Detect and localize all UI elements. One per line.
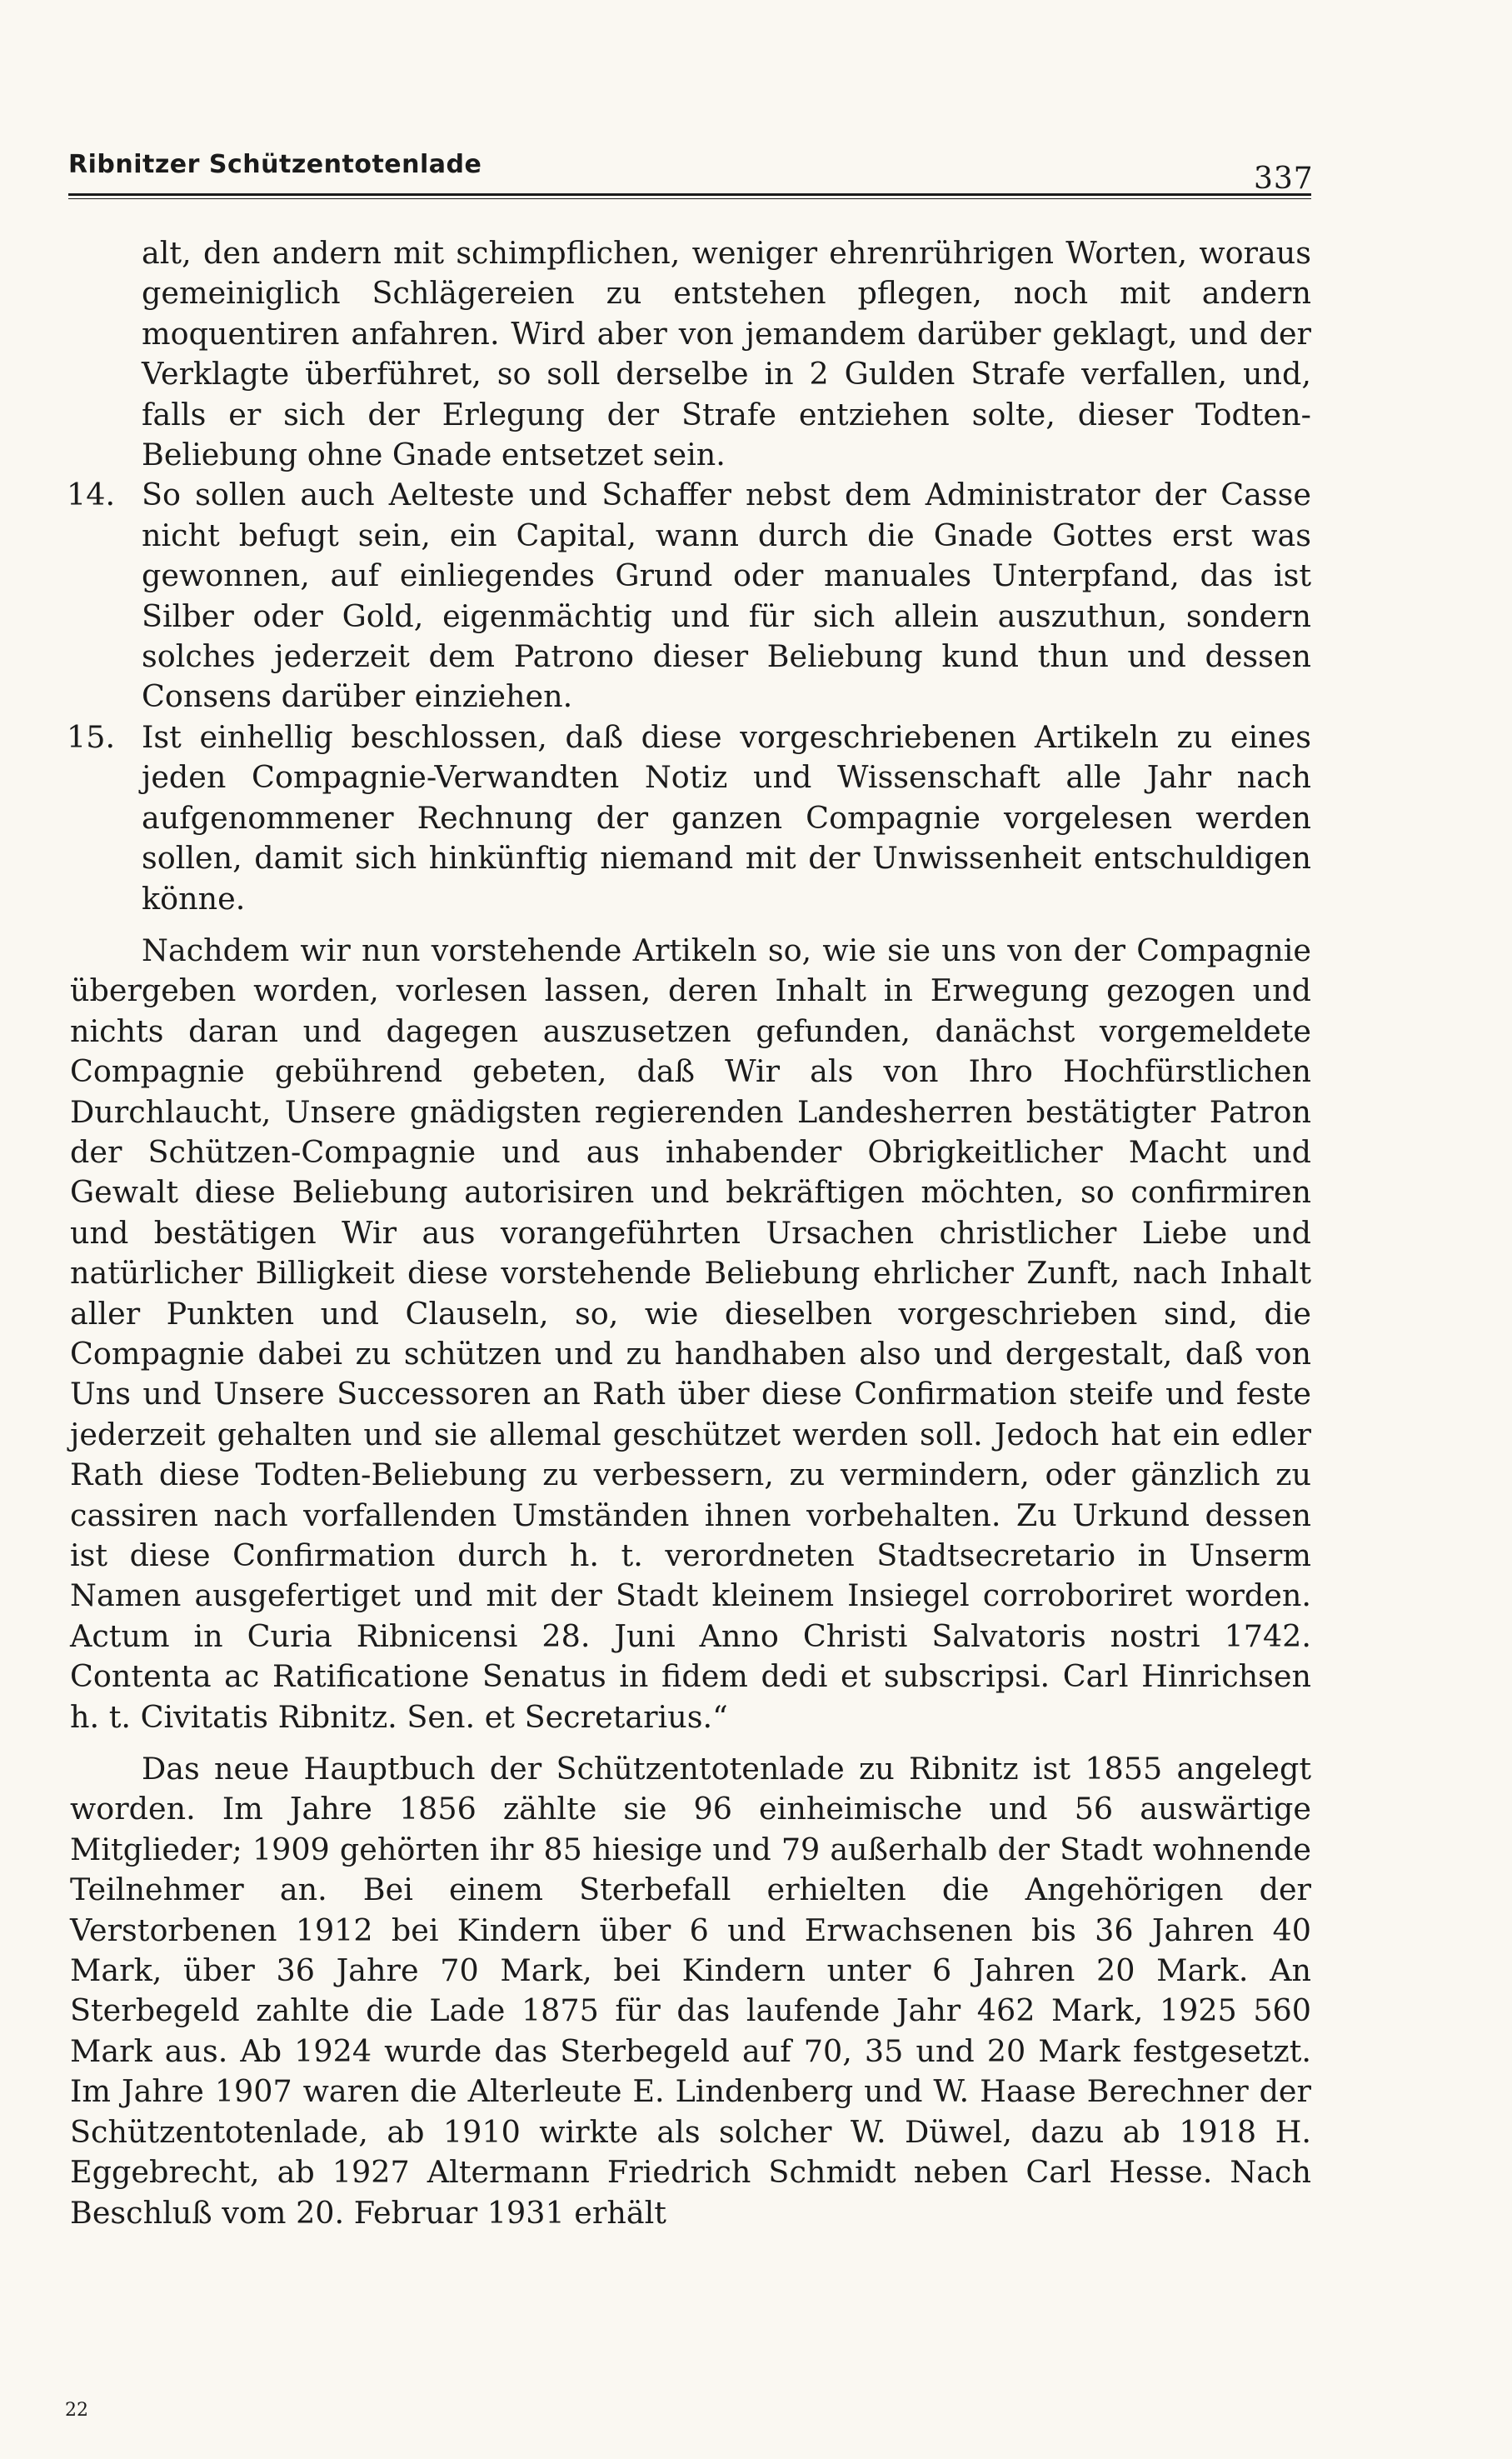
article-number: 14. xyxy=(67,477,116,513)
continued-article-text: alt, den andern mit schimpflichen, weniger ehrenrührigen Worten, woraus gemeiniglich Schlägereien zu entstehen pflegen, noch mit andern moquentiren anfahren. Wird aber von jemandem darüber geklagt, und der Verklagte überführet, so soll derselbe in 2 Gulden Strafe verfallen, und, falls er sich der Erlegung der Strafe entziehen solte, dieser Todten-Beliebung ohne Gnade entsetzet sein. xyxy=(142,235,1311,473)
article-14 xyxy=(67,475,1311,717)
header-rule xyxy=(68,193,1311,199)
body-text xyxy=(67,233,1311,2233)
article-text: Ist einhellig beschlossen, daß diese vorgeschriebenen Artikeln zu eines jeden Compagnie-Verwandten Notiz und Wissenschaft alle Jahr nach aufgenommener Rechnung der ganzen Compagnie vorgelesen werden sollen, damit sich hinkünftig niemand mit der Unwissenheit entschuldigen könne. xyxy=(142,718,1311,917)
article-15 xyxy=(67,717,1311,919)
page-number: 337 xyxy=(1254,162,1314,196)
confirmation-paragraph: Nachdem wir nun vorstehende Artikeln so, wie sie uns von der Compagnie übergeben worden, vorlesen lassen, deren Inhalt in Erwegung gezogen und nichts daran und dagegen auszusetzen gefunden, danächst vorgemeldete Compagnie gebührend gebeten, daß Wir als von Ihro Hochfürstlichen Durchlaucht, Unsere gnädigsten regierenden Landesherren bestätigter Patron der Schützen-Compagnie und aus inhabender Obrigkeitlicher Macht und Gewalt diese Beliebung autorisiren und bekräftigen möchten, so confirmiren und bestätigen Wir aus vorangeführten Ursachen christlicher Liebe und natürlicher Billigkeit diese vorstehende Beliebung ehrlicher Zunft, nach Inhalt aller Punkten und Clauseln, so, wie dieselben vorgeschrieben sind, die Compagnie dabei zu schützen und zu handhaben also und dergestalt, daß von Uns und Unsere Successoren an Rath über diese Confirmation steife und feste jederzeit gehalten und sie allemal geschützet werden soll. Jedoch hat ein edler Rath diese Todten-Beliebung zu verbessern, zu vermindern, oder gänzlich zu cassiren nach vorfallenden Umständen ihnen vorbehalten. Zu Urkund dessen ist diese Confirmation durch h. t. verordneten Stadtsecretario in Unserm Namen ausgefertiget und mit der Stadt kleinem Insiegel corroboriret worden. Actum in Curia Ribnicensi 28. Juni Anno Christi Salvatoris nostri 1742. Contenta ac Ratificatione Senatus in fidem dedi et subscripsi. Carl Hinrichsen h. t. Civitatis Ribnitz. Sen. et Secretarius.“ xyxy=(70,932,1311,1735)
running-head: Ribnitzer Schützentotenlade xyxy=(68,150,482,179)
history-paragraph: Das neue Hauptbuch der Schützentotenlade zu Ribnitz ist 1855 angelegt worden. Im Jahre 1856 zählte sie 96 einheimische und 56 auswärtige Mitglieder; 1909 gehörten ihr 85 hiesige und 79 außerhalb der Stadt wohnende Teilnehmer an. Bei einem Sterbefall erhielten die Angehörigen der Verstorbenen 1912 bei Kindern über 6 und Erwachsenen bis 36 Jahren 40 Mark, über 36 Jahre 70 Mark, bei Kindern unter 6 Jahren 20 Mark. An Sterbegeld zahlte die Lade 1875 für das laufende Jahr 462 Mark, 1925 560 Mark aus. Ab 1924 wurde das Sterbegeld auf 70, 35 und 20 Mark festgesetzt. Im Jahre 1907 waren die Alterleute E. Lindenberg und W. Haase Berechner der Schützentotenlade, ab 1910 wirkte als solcher W. Düwel, dazu ab 1918 H. Eggebrecht, ab 1927 Altermann Friedrich Schmidt neben Carl Hesse. Nach Beschluß vom 20. Februar 1931 erhält xyxy=(70,1751,1311,2231)
article-number: 15. xyxy=(67,718,116,755)
article-text: So sollen auch Aelteste und Schaffer nebst dem Administrator der Casse nicht befugt sein, ein Capital, wann durch die Gnade Gottes erst was gewonnen, auf einliegendes Grund oder manuales Unterpfand, das ist Silber oder Gold, eigenmächtig und für sich allein auszuthun, sondern solches jederzeit dem Patrono dieser Beliebung kund thun und dessen Consens darüber einziehen. xyxy=(142,477,1311,715)
signature-mark: 22 xyxy=(65,2400,88,2421)
